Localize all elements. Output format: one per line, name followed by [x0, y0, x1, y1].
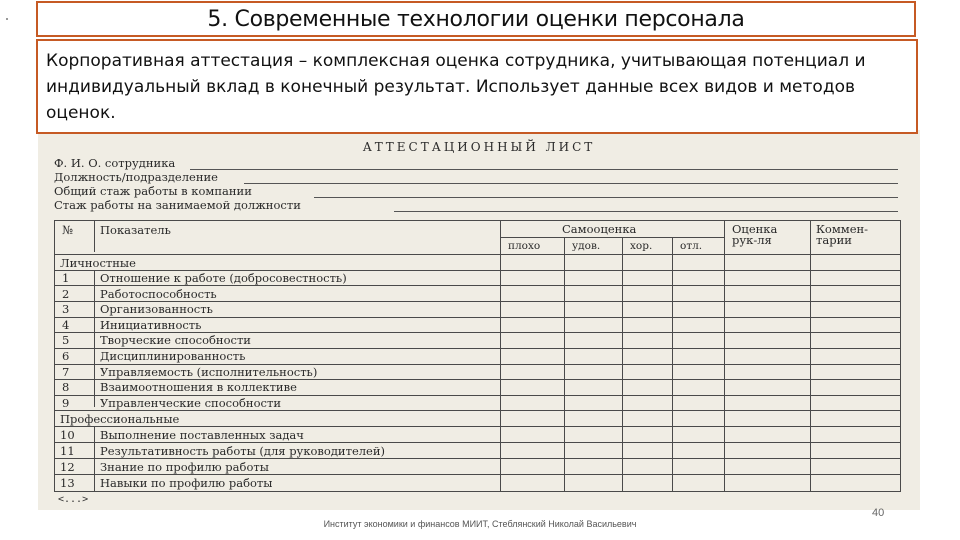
- col-line: [94, 426, 95, 492]
- row-num: 9: [62, 396, 70, 410]
- field-total-experience: Общий стаж работы в компании: [54, 184, 252, 198]
- scroll-indicator: <...>: [58, 494, 89, 505]
- definition-box: [36, 39, 918, 134]
- table-border: [54, 220, 55, 492]
- row-line: [54, 442, 900, 443]
- row-line: [54, 491, 900, 492]
- row-label: Знание по профилю работы: [100, 460, 269, 474]
- row-num: 4: [62, 318, 70, 332]
- header-num: №: [62, 223, 73, 237]
- header-good: хор.: [630, 240, 653, 252]
- row-line: [54, 285, 900, 286]
- field-fio: Ф. И. О. сотрудника: [54, 156, 176, 170]
- header-self-assessment: Самооценка: [562, 222, 637, 236]
- row-num: 6: [62, 349, 70, 363]
- row-line: [54, 458, 900, 459]
- slide-footer: Институт экономики и финансов МИИТ, Стеблянский Николай Васильевич: [323, 519, 637, 529]
- corner-dot: [6, 18, 8, 20]
- section-personal: Личностные: [60, 256, 136, 270]
- page-number: 40: [872, 507, 885, 519]
- header-satisfactory: удов.: [572, 240, 601, 252]
- row-num: 13: [60, 476, 75, 490]
- row-num: 11: [60, 444, 75, 458]
- row-label: Выполнение поставленных задач: [100, 428, 304, 442]
- section-professional: Профессиональные: [60, 412, 180, 426]
- row-label: Управляемость (исполнительность): [100, 365, 318, 379]
- row-label: Инициативность: [100, 318, 202, 332]
- field-position-experience: Стаж работы на занимаемой должности: [54, 198, 301, 212]
- header-excellent: отл.: [680, 240, 703, 252]
- row-label: Результативность работы (для руководителей): [100, 444, 386, 458]
- table-border: [900, 220, 901, 492]
- row-label: Работоспособность: [100, 287, 217, 301]
- row-label: Отношение к работе (добросовестность): [100, 271, 347, 285]
- header-poor: плохо: [508, 240, 541, 252]
- definition-text: Корпоративная аттестация – комплексная оценка сотрудника, учитывающая потенциал и индивидуальный вклад в конечный результат. Использует данные всех видов и методов оценок.: [46, 51, 866, 123]
- row-line: [500, 237, 724, 238]
- row-label: Организованность: [100, 302, 213, 316]
- header-manager-line2: рук-ля: [732, 233, 772, 247]
- header-comments-line1: Коммен-: [816, 222, 869, 236]
- row-label: Управленческие способности: [100, 396, 281, 410]
- row-label: Творческие способности: [100, 333, 251, 347]
- table-border: [54, 220, 900, 221]
- row-num: 8: [62, 380, 70, 394]
- slide-title-box: [36, 1, 916, 37]
- slide-title: 5. Современные технологии оценки персонала: [207, 6, 745, 32]
- header-manager-line1: Оценка: [732, 222, 778, 236]
- row-num: 5: [62, 333, 70, 347]
- row-num: 10: [60, 428, 75, 442]
- col-line: [724, 220, 725, 492]
- row-num: 2: [62, 287, 70, 301]
- row-num: 3: [62, 302, 70, 316]
- row-label: Взаимоотношения в коллективе: [100, 380, 297, 394]
- field-position: Должность/подразделение: [54, 170, 218, 184]
- row-line: [54, 474, 900, 475]
- header-comments-line2: тарии: [816, 233, 852, 247]
- row-line: [54, 254, 900, 255]
- attestation-sheet-image: [38, 130, 920, 510]
- row-num: 12: [60, 460, 75, 474]
- row-line: [54, 410, 900, 411]
- col-line: [94, 270, 95, 407]
- col-line: [500, 220, 501, 492]
- col-line: [94, 220, 95, 252]
- row-num: 7: [62, 365, 70, 379]
- header-indicator: Показатель: [100, 223, 171, 237]
- row-label: Дисциплинированность: [100, 349, 246, 363]
- col-line: [810, 220, 811, 492]
- row-line: [54, 426, 900, 427]
- row-num: 1: [62, 271, 70, 285]
- row-label: Навыки по профилю работы: [100, 476, 273, 490]
- evaluation-table: [38, 130, 920, 510]
- sheet-title: АТТЕСТАЦИОННЫЙ ЛИСТ: [362, 140, 596, 154]
